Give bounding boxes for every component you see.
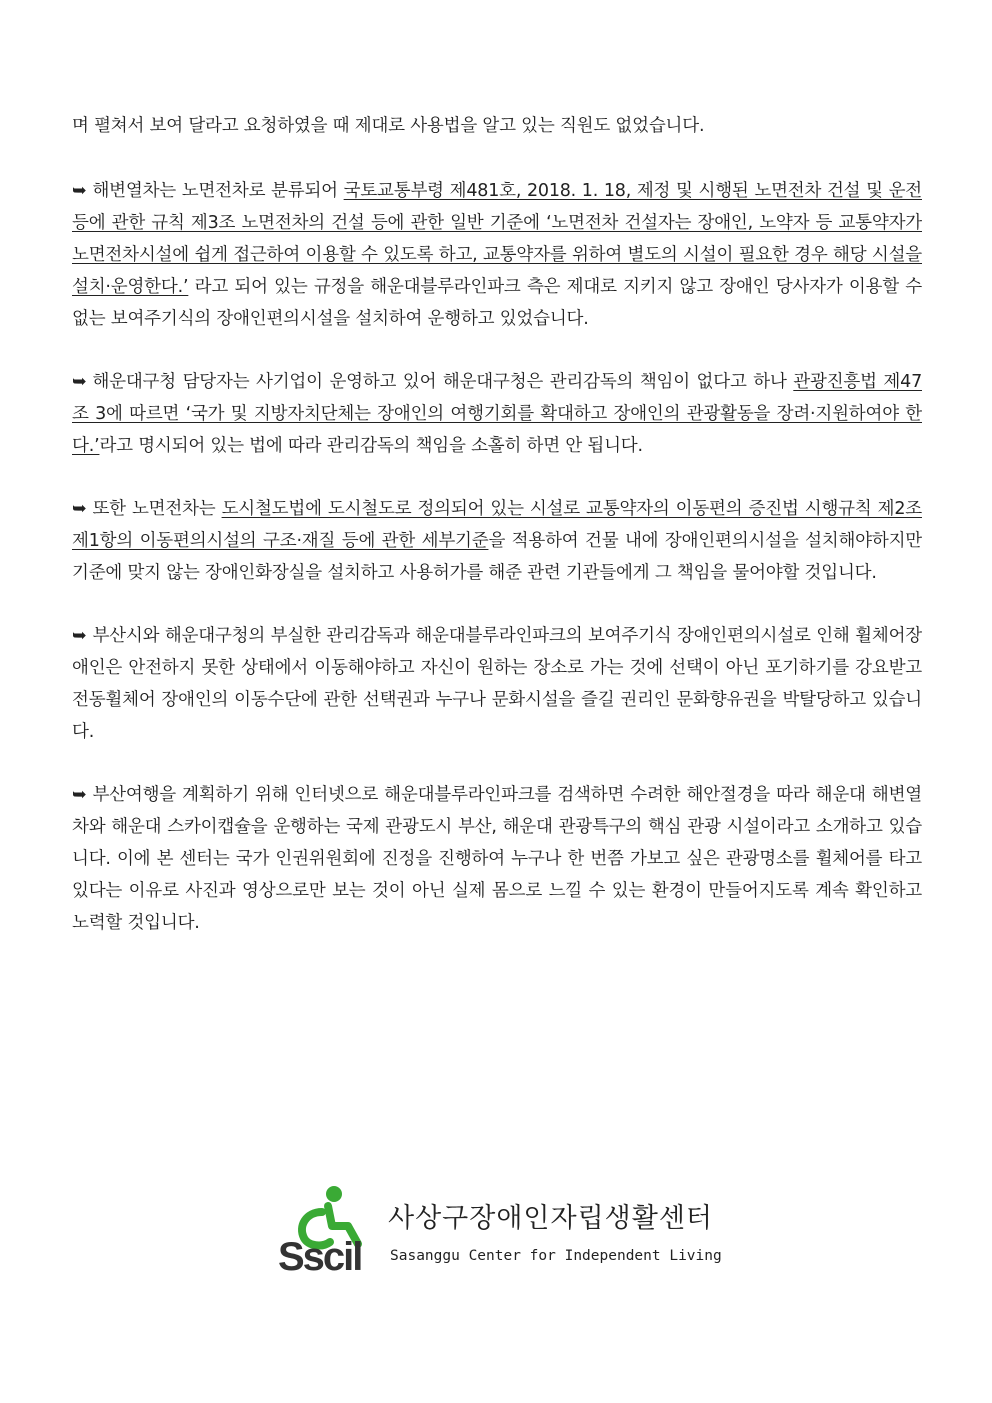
paragraph-3-underlined: 관광진흥법 제47조 3에 따르면 ‘국가 및 지방자치단체는 장애인의 여행기회를 확대하고 장애인의 관광활동을 장려·지원하여야 한다.’ <box>72 372 922 456</box>
paragraph-2-text-a: 해변열차는 노면전차로 분류되어 <box>92 181 344 201</box>
arrow-bullet-icon: ➥ <box>72 626 87 646</box>
paragraph-1: 며 펼쳐서 보여 달라고 요청하였을 때 제대로 사용법을 알고 있는 직원도 없었습니다. <box>72 116 705 136</box>
arrow-bullet-icon: ➥ <box>72 499 87 519</box>
paragraph-5-text: 부산시와 해운대구청의 부실한 관리감독과 해운대블루라인파크의 보여주기식 장애인편의시설로 인해 휠체어장애인은 안전하지 못한 상태에서 이동해야하고 자신이 원하는 장소로 가는 것에 선택이 아닌 포기하기를 강요받고 전동휠체어 장애인의 이동수단에 관한 선택권과 누구나 문화시설을 즐길 권리인 문화향유권을 박탈당하고 있습니다. <box>72 626 922 742</box>
arrow-bullet-icon: ➥ <box>72 372 87 392</box>
paragraph-3-text-a: 해운대구청 담당자는 사기업이 운영하고 있어 해운대구청은 관리감독의 책임이 없다고 하나 <box>92 372 794 392</box>
arrow-bullet-icon: ➥ <box>72 785 87 805</box>
paragraph-2-text-c: 라고 되어 있는 규정을 해운대블루라인파크 측은 제대로 지키지 않고 장애인 당사자가 이용할 수 없는 보여주기식의 장애인편의시설을 설치하여 운행하고 있었습니다. <box>72 277 922 329</box>
logo-wordmark: Sscil <box>278 1235 362 1274</box>
paragraph-3-text-c: 라고 명시되어 있는 법에 따라 관리감독의 책임을 소홀히 하면 안 됩니다. <box>99 436 643 456</box>
arrow-bullet-icon: ➥ <box>72 181 87 201</box>
footer <box>278 1182 738 1282</box>
paragraph-4 <box>72 493 922 589</box>
paragraph-2-underlined: 국토교통부령 제481호, 2018. 1. 18, 제정 및 시행된 노면전차 건설 및 운전 등에 관한 규칙 제3조 노면전차의 건설 등에 관한 일반 기준에 ‘노면전차 건설자는 장애인, 노약자 등 교통약자가 노면전차시설에 쉽게 접근하여 이용할 수 있도록 하고, 교통약자를 위하여 별도의 시설이 필요한 경우 해당 시설을 설치·운영한다.’ <box>72 181 922 297</box>
document-body <box>72 110 922 970</box>
sscil-logo <box>278 1182 378 1274</box>
paragraph-5 <box>72 620 922 748</box>
org-name-korean: 사상구장애인자립생활센터 <box>388 1203 713 1234</box>
paragraph-4-text-c: 을 적용하여 건물 내에 장애인편의시설을 설치해야하지만 기준에 맞지 않는 장애인화장실을 설치하고 사용허가를 해준 관련 기관들에게 그 책임을 물어야할 것입니다. <box>72 531 923 583</box>
paragraph-2 <box>72 175 922 335</box>
paragraph-6 <box>72 779 922 939</box>
paragraph-4-underlined: 도시철도법에 도시철도로 정의되어 있는 시설로 교통약자의 이동편의 증진법 시행규칙 제2조제1항의 이동편의시설의 구조·재질 등에 관한 세부기준 <box>72 499 922 551</box>
org-name-english: Sasanggu Center for Independent Living <box>390 1248 722 1264</box>
logo-head-icon <box>326 1186 342 1202</box>
paragraph-4-text-a: 또한 노면전차는 <box>92 499 222 519</box>
paragraph-3 <box>72 366 922 462</box>
paragraph-6-text: 부산여행을 계획하기 위해 인터넷으로 해운대블루라인파크를 검색하면 수려한 해안절경을 따라 해운대 해변열차와 해운대 스카이캡슐을 운행하는 국제 관광도시 부산, 해운대 관광특구의 핵심 관광 시설이라고 소개하고 있습니다. 이에 본 센터는 국가 인권위원회에 진정을 진행하여 누구나 한 번쯤 가보고 싶은 관광명소를 휠체어를 타고 있다는 이유로 사진과 영상으로만 보는 것이 아닌 실제 몸으로 느낄 수 있는 환경이 만들어지도록 계속 확인하고 노력할 것입니다. <box>72 785 922 933</box>
